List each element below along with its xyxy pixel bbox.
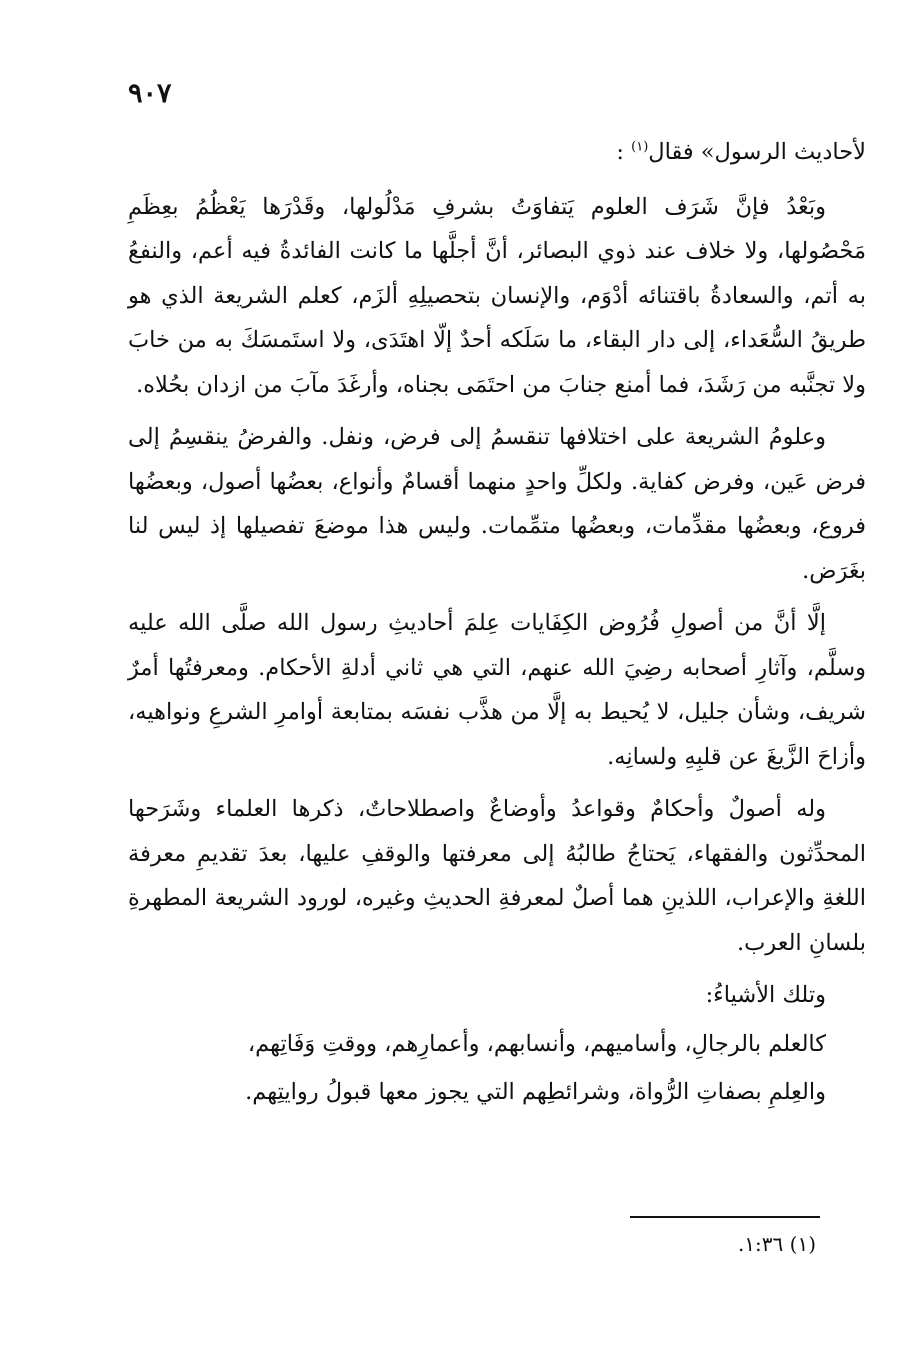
lead-line [128,130,866,175]
paragraph: وله أصولٌ وأحكامٌ وقواعدُ وأوضاعٌ واصطلاحاتٌ، ذكرها العلماء وشَرَحها المحدِّثون والفقهاء، يَحتاجُ طالبُهُ إلى معرفتها والوقفِ عليها، بعدَ تقديمِ معرفة اللغةِ والإعراب، اللذينِ هما أصلٌ لمعرفةِ الحديثِ وغيره، لورود الشريعة المطهرةِ بلسانِ العرب. [128,796,866,956]
footnote-divider [630,1216,820,1218]
page-number: ٩٠٧ [128,78,172,109]
main-text [128,130,866,1119]
lead-line-text: لأحاديث الرسول» فقال [648,139,866,165]
paragraph: إلَّا أنَّ من أصولِ فُرُوض الكِفَايات عِلمَ أحاديثِ رسول الله صلَّى الله عليه وسلَّم، وآثارِ أصحابه رضِيَ الله عنهم، التي هي ثاني أدلةِ الأحكام. ومعرفتُها أمرٌ شريف، وشأن جليل، لا يُحيط به إلَّا من هذَّب نفسَه بمتابعة أوامرِ الشرعِ ونواهيه، وأزاحَ الزَّيغَ عن قلبِهِ ولسانِه. [128,610,866,770]
footnote: (١) ١:٣٦. [737,1232,816,1256]
lead-line-tail: : [616,139,624,165]
paragraph: وبَعْدُ فإنَّ شَرَف العلوم يَتفاوَتُ بشرفِ مَدْلُولها، وقَدْرَها يَعْظُمُ بعِظَمِ مَحْصُولها، ولا خلاف عند ذوي البصائر، أنَّ أجلَّها ما كانت الفائدةُ فيه أعم، والنفعُ به أتم، والسعادةُ باقتنائه أدْوَم، والإنسان بتحصيلِهِ ألزَم، كعلم الشريعة الذي هو طريقُ السُّعَداء، إلى دار البقاء، ما سَلَكه أحدٌ إلّا اهتَدَى، ولا استَمسَكَ به من خابَ ولا تجنَّبه من رَشَدَ، فما أمنع جنابَ من احتَمَى بجناه، وأرغَدَ مآبَ من ازدان بحُلاه. [128,193,866,398]
paragraph: وعلومُ الشريعة على اختلافها تنقسمُ إلى فرض، ونفل. والفرضُ ينقسِمُ إلى فرض عَين، وفرض كفاية. ولكلِّ واحدٍ منهما أقسامٌ وأنواع، بعضُها أصول، وبعضُها فروع، وبعضُها مقدِّمات، وبعضُها متمِّمات. وليس هذا موضعَ تفصيلها إذ ليس لنا بغَرَض. [128,424,866,584]
footnote-reference: (١) [631,139,649,155]
list-item: والعِلمِ بصفاتِ الرُّواة، وشرائطِهم التي يجوز معها قبولُ روايتِهم. [245,1079,826,1105]
list-lead: وتلك الأشياءُ: [705,982,826,1008]
list-item: كالعلم بالرجالِ، وأساميهم، وأنسابهم، وأعمارِهم، ووقتِ وَفَاتِهم، [247,1030,826,1057]
